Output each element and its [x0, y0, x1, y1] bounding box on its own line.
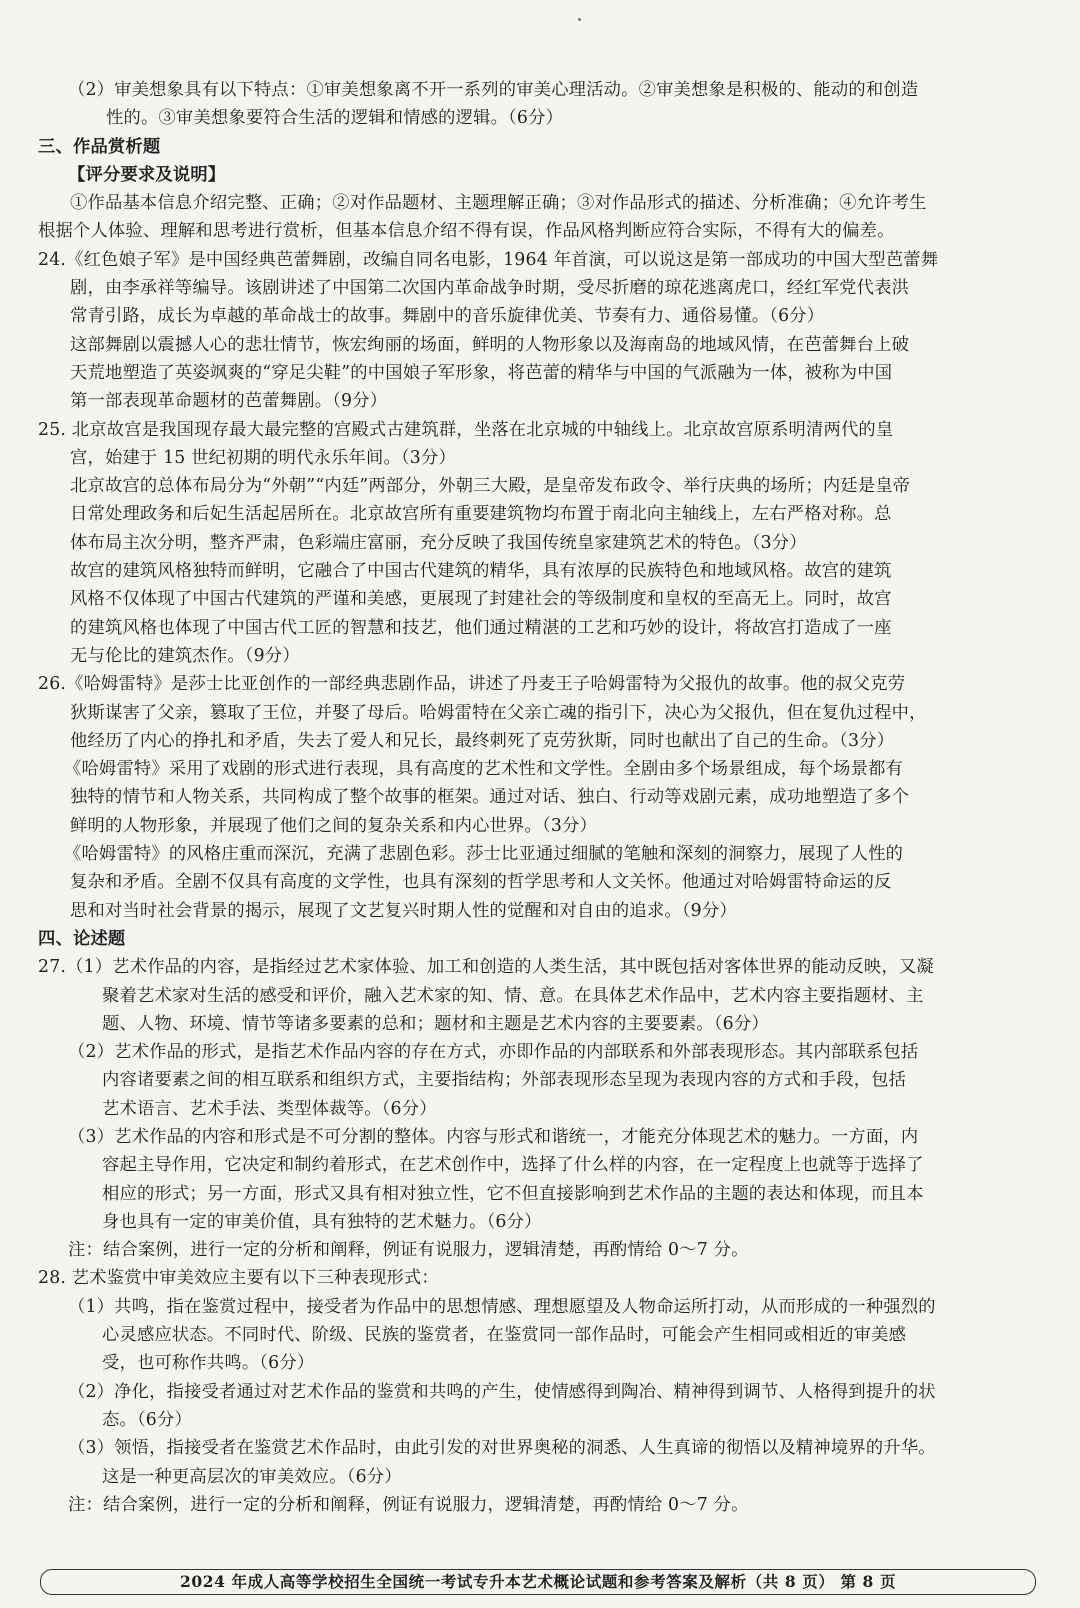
question-28 — [38, 1264, 1038, 1519]
text-line: ①作品基本信息介绍完整、正确；②对作品题材、主题理解正确；③对作品形式的描述、分析准确；④允许考生 — [70, 193, 927, 214]
text-line: 这是一种更高层次的审美效应。（6分） — [102, 1466, 402, 1487]
text-line: 这部舞剧以震撼人心的悲壮情节，恢宏绚丽的场面，鲜明的人物形象以及海南岛的地域风情，在芭蕾舞台上破 — [70, 334, 910, 355]
text-line: 独特的情节和人物关系，共同构成了整个故事的框架。通过对话、独白、行动等戏剧元素，成功地塑造了多个 — [70, 787, 910, 808]
text-line: 剧，由李承祥等编导。该剧讲述了中国第二次国内革命战争时期，受尽折磨的琼花逃离虎口，经红军党代表洪 — [70, 278, 910, 299]
text-line: 北京故宫的总体布局分为“外朝”“内廷”两部分，外朝三大殿，是皇帝发布政令、举行庆典的场所；内廷是皇帝 — [70, 476, 911, 497]
text-line: 《哈姆雷特》的风格庄重而深沉，充满了悲剧色彩。莎士比亚通过细腻的笔触和深刻的洞察力，展现了人性的 — [64, 844, 904, 865]
q23-part2 — [38, 76, 1038, 133]
text-line: 体布局主次分明，整齐严肃，色彩端庄富丽，充分反映了我国传统皇家建筑艺术的特色。（3分） — [70, 532, 807, 553]
page-footer: 2024 年成人高等学校招生全国统一考试专升本艺术概论试题和参考答案及解析（共 8 页） 第 8 页 — [40, 1569, 1036, 1595]
text-line: （2）艺术作品的形式，是指艺术作品内容的存在方式，亦即作品的内部联系和外部表现形态。其内部联系包括 — [68, 1042, 919, 1063]
text-line: 艺术语言、艺术手法、类型体裁等。（6分） — [102, 1098, 437, 1119]
text-line: 常青引路，成长为卓越的革命战士的故事。舞剧中的音乐旋律优美、节奏有力、通俗易懂。（6分） — [70, 306, 825, 327]
answer-content — [38, 76, 1038, 1519]
text-line: 态。（6分） — [102, 1409, 192, 1430]
text-line: 25. 北京故宫是我国现存最大最完整的宫殿式古建筑群，坐落在北京城的中轴线上。北京故宫原系明清两代的皇 — [38, 419, 894, 440]
text-line: 27.（1）艺术作品的内容，是指经过艺术家体验、加工和创造的人类生活，其中既包括对客体世界的能动反映，又凝 — [38, 957, 934, 978]
note-line: 注：结合案例，进行一定的分析和阐释，例证有说服力，逻辑清楚，再酌情给 0～7 分。 — [68, 1240, 749, 1261]
text-line: 无与伦比的建筑杰作。（9分） — [70, 645, 300, 666]
text-line: 日常处理政务和后妃生活起居所在。北京故宫所有重要建筑物均布置于南北向主轴线上，左右严格对称。总 — [70, 504, 892, 525]
text-line: 的建筑风格也体现了中国古代工匠的智慧和技艺，他们通过精湛的工艺和巧妙的设计，将故宫打造成了一座 — [70, 617, 892, 638]
scoring-rules — [38, 189, 1038, 246]
text-line: （3）艺术作品的内容和形式是不可分割的整体。内容与形式和谐统一，才能充分体现艺术的魅力。一方面，内 — [68, 1126, 919, 1147]
text-line: 第一部表现革命题材的芭蕾舞剧。（9分） — [70, 391, 388, 412]
text-line: 复杂和矛盾。全剧不仅具有高度的文学性，也具有深刻的哲学思考和人文关怀。他通过对哈姆雷特命运的反 — [70, 872, 892, 893]
scan-speck — [578, 18, 581, 21]
question-26 — [38, 670, 1038, 925]
note-line: 注：结合案例，进行一定的分析和阐释，例证有说服力，逻辑清楚，再酌情给 0～7 分。 — [68, 1494, 749, 1515]
text-line: 相应的形式；另一方面，形式又具有相对独立性，它不但直接影响到艺术作品的主题的表达和体现，而且本 — [102, 1183, 924, 1204]
section-4-title: 四、论述题 — [38, 928, 126, 949]
text-line: 题、人物、环境、情节等诸多要素的总和；题材和主题是艺术内容的主要要素。（6分） — [102, 1013, 769, 1034]
text-line: 28. 艺术鉴赏中审美效应主要有以下三种表现形式： — [38, 1268, 439, 1289]
text-line: 狄斯谋害了父亲，篡取了王位，并娶了母后。哈姆雷特在父亲亡魂的指引下，决心为父报仇，但在复仇过程中， — [70, 702, 927, 723]
text-line: 根据个人体验、理解和思考进行赏析，但基本信息介绍不得有误，作品风格判断应符合实际，不得有大的偏差。 — [38, 221, 895, 242]
text-line: 他经历了内心的挣扎和矛盾，失去了爱人和兄长，最终刺死了克劳狄斯，同时也献出了自己的生命。（3分） — [70, 730, 895, 751]
text-line: 风格不仅体现了中国古代建筑的严谨和美感，更展现了封建社会的等级制度和皇权的至高无上。同时，故宫 — [70, 589, 892, 610]
text-line: 身也具有一定的审美价值，具有独特的艺术魅力。（6分） — [102, 1211, 542, 1232]
text-line: 鲜明的人物形象，并展现了他们之间的复杂关系和内心世界。（3分） — [70, 815, 597, 836]
text-line: 天荒地塑造了英姿飒爽的“穿足尖鞋”的中国娘子军形象，将芭蕾的精华与中国的气派融为一体，被称为中国 — [70, 362, 893, 383]
text-line: 26.《哈姆雷特》是莎士比亚创作的一部经典悲剧作品，讲述了丹麦王子哈姆雷特为父报仇的故事。他的叔父克劳 — [38, 674, 906, 695]
text-line: （1）共鸣，指在鉴赏过程中，接受者为作品中的思想情感、理想愿望及人物命运所打动，从而形成的一种强烈的 — [68, 1296, 936, 1317]
text-line: 思和对当时社会背景的揭示，展现了文艺复兴时期人性的觉醒和对自由的追求。（9分） — [70, 900, 737, 921]
question-25 — [38, 416, 1038, 671]
question-24 — [38, 246, 1038, 416]
text-line: 受，也可称作共鸣。（6分） — [102, 1353, 315, 1374]
text-line: （3）领悟，指接受者在鉴赏艺术作品时，由此引发的对世界奥秘的洞悉、人生真谛的彻悟以及精神境界的升华。 — [68, 1438, 936, 1459]
text-line: 性的。③审美想象要符合生活的逻辑和情感的逻辑。（6分） — [106, 108, 564, 129]
text-line: 聚着艺术家对生活的感受和评价，融入艺术家的知、情、意。在具体艺术作品中，艺术内容主要指题材、主 — [102, 985, 924, 1006]
question-27 — [38, 953, 1038, 1264]
text-line: 《哈姆雷特》采用了戏剧的形式进行表现，具有高度的艺术性和文学性。全剧由多个场景组成，每个场景都有 — [64, 759, 904, 780]
text-line: 故宫的建筑风格独特而鲜明，它融合了中国古代建筑的精华，具有浓厚的民族特色和地域风格。故宫的建筑 — [70, 561, 892, 582]
section-3-title: 三、作品赏析题 — [38, 136, 161, 157]
text-line: （2）净化，指接受者通过对艺术作品的鉴赏和共鸣的产生，使情感得到陶冶、精神得到调节、人格得到提升的状 — [68, 1381, 936, 1402]
scoring-rules-title: 【评分要求及说明】 — [68, 164, 226, 185]
text-line: 宫，始建于 15 世纪初期的明代永乐年间。（3分） — [70, 447, 456, 468]
text-line: （2）审美想象具有以下特点：①审美想象离不开一系列的审美心理活动。②审美想象是积极的、能动的和创造 — [68, 80, 919, 100]
text-line: 心灵感应状态。不同时代、阶级、民族的鉴赏者，在鉴赏同一部作品时，可能会产生相同或相近的审美感 — [102, 1325, 907, 1346]
text-line: 内容诸要素之间的相互联系和组织方式，主要指结构；外部表现形态呈现为表现内容的方式和手段，包括 — [102, 1070, 907, 1091]
text-line: 容起主导作用，它决定和制约着形式，在艺术创作中，选择了什么样的内容，在一定程度上也就等于选择了 — [102, 1155, 924, 1176]
text-line: 24.《红色娘子军》是中国经典芭蕾舞剧，改编自同名电影，1964 年首演，可以说这是第一部成功的中国大型芭蕾舞 — [38, 249, 939, 270]
